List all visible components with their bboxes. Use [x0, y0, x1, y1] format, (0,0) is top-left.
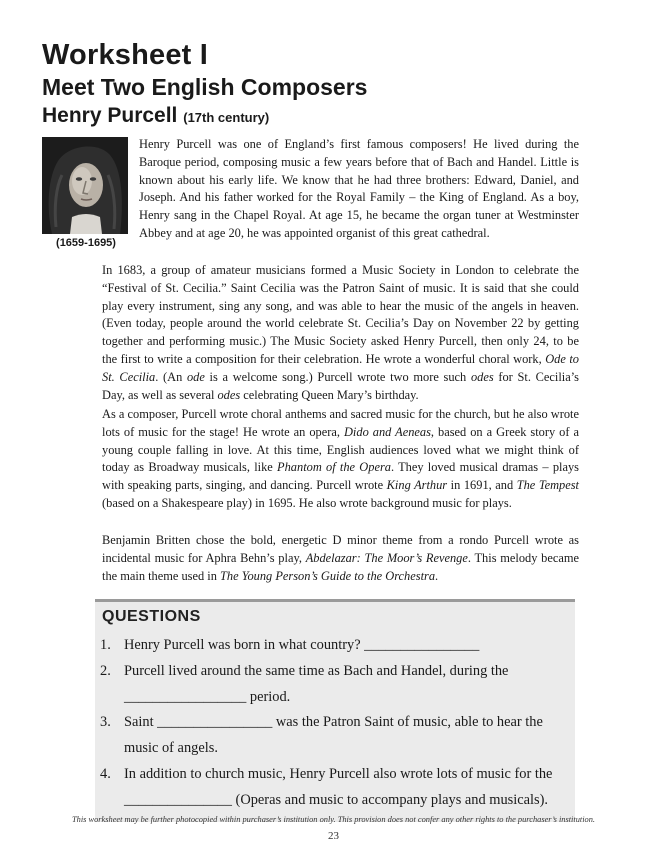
text-run: (based on a Shakespeare play) in 1695. He also wrote background music for plays.	[102, 495, 512, 510]
page-number: 23	[328, 830, 339, 842]
portrait-image	[42, 137, 128, 234]
text-run: . (An	[155, 369, 187, 384]
text-run: As a composer, Purcell wrote choral anthems and sacred music for the church, but he also wrote lots of music for the stage! He wrote an opera,	[102, 407, 579, 439]
question-text: In addition to church music, Henry Purcell also wrote lots of music for the _______________ (Operas and music to accompany plays and musicals).	[124, 766, 553, 808]
text-run: in 1691, and	[447, 478, 517, 493]
composer-name: Henry Purcell	[42, 104, 178, 127]
text-run: . This melody became the main theme used in	[102, 550, 580, 583]
question-number: 1.	[100, 637, 111, 653]
composer-work-paragraph	[102, 406, 579, 513]
work-title: The Tempest	[516, 478, 579, 493]
questions-box	[95, 599, 575, 822]
emphasis: odes	[217, 387, 241, 402]
question-number: 3.	[100, 714, 111, 730]
question-text: Henry Purcell was born in what country? ________________	[124, 637, 480, 653]
society-paragraph	[102, 262, 579, 404]
question-number: 4.	[100, 766, 111, 782]
composer-heading	[42, 104, 269, 130]
text-run: .	[435, 568, 439, 583]
question-number: 2.	[100, 663, 111, 679]
intro-paragraph: Henry Purcell was one of England’s first famous composers! He lived during the Baroque period, composing music a few years before that of Bach and Handel. Little is known about his early life. We know that he had three brothers: Edward, Daniel, and Joseph. And his father worked for the Royal Family – the King of England. As a boy, Henry sang in the Chapel Royal. At age 15, he became the organ tuner at Westminster Abbey and at age 20, he was appointed organist of this great cathedral.	[139, 137, 579, 240]
work-title: Dido and Aeneas	[343, 424, 431, 439]
britten-paragraph	[102, 532, 579, 585]
question-text: Saint ________________ was the Patron Saint of music, able to hear the music of angels.	[124, 714, 543, 756]
text-run: Benjamin Britten chose the bold, energetic D minor theme from a rondo Purcell wrote as incidental music for Aphra Behn’s play,	[102, 533, 579, 565]
emphasis: odes	[470, 369, 494, 384]
question-text: Purcell lived around the same time as Bach and Handel, during the _________________ period.	[124, 663, 509, 705]
text-run: for St. Cecilia’s Day, as well as several	[102, 369, 579, 402]
work-title: Ode to St. Cecilia	[102, 351, 579, 384]
text-run: In 1683, a group of amateur musicians formed a Music Society in London to celebrate the “Festival of St. Cecilia.” Saint Cecilia was the Patron Saint of music. It is said that she could play every instrument, sing any song, and was able to hear the music of the angels in heaven. (Even today, people around the world celebrate St. Cecilia’s Day on November 22 by getting together and performing music.) The Music Society asked Henry Purcell, then only 24, to be the first to write a composition for their celebration. He wrote a wonderful choral work,	[102, 263, 579, 366]
work-title: Abdelazar: The Moor’s Revenge	[305, 550, 468, 565]
worksheet-subtitle: Meet Two English Composers	[42, 74, 368, 100]
composer-portrait	[42, 137, 128, 234]
composer-dates: (1659-1695)	[56, 237, 116, 249]
composer-century: (17th century)	[183, 110, 270, 125]
text-run: celebrating Queen Mary’s birthday.	[240, 387, 419, 402]
emphasis: ode	[186, 369, 205, 384]
questions-title: QUESTIONS	[102, 608, 201, 625]
text-run: . They loved musical dramas – plays with speaking parts, singing, and dancing. Purcell wrote	[102, 460, 579, 493]
work-title: Phantom of the Opera	[277, 460, 391, 475]
work-title: King Arthur	[386, 478, 448, 493]
text-run: is a welcome song.) Purcell wrote two more such	[204, 369, 471, 384]
text-run: , based on a Greek story of a young couple falling in love. At this time, English audiences loved what we might think of today as Broadway musicals, like	[102, 424, 580, 475]
copyright-notice: This worksheet may be further photocopied within purchaser’s institution only. This provision does not confer any other rights to the purchaser’s institution.	[71, 815, 596, 824]
work-title: The Young Person’s Guide to the Orchestra	[220, 568, 436, 583]
worksheet-title: Worksheet I	[42, 39, 209, 71]
